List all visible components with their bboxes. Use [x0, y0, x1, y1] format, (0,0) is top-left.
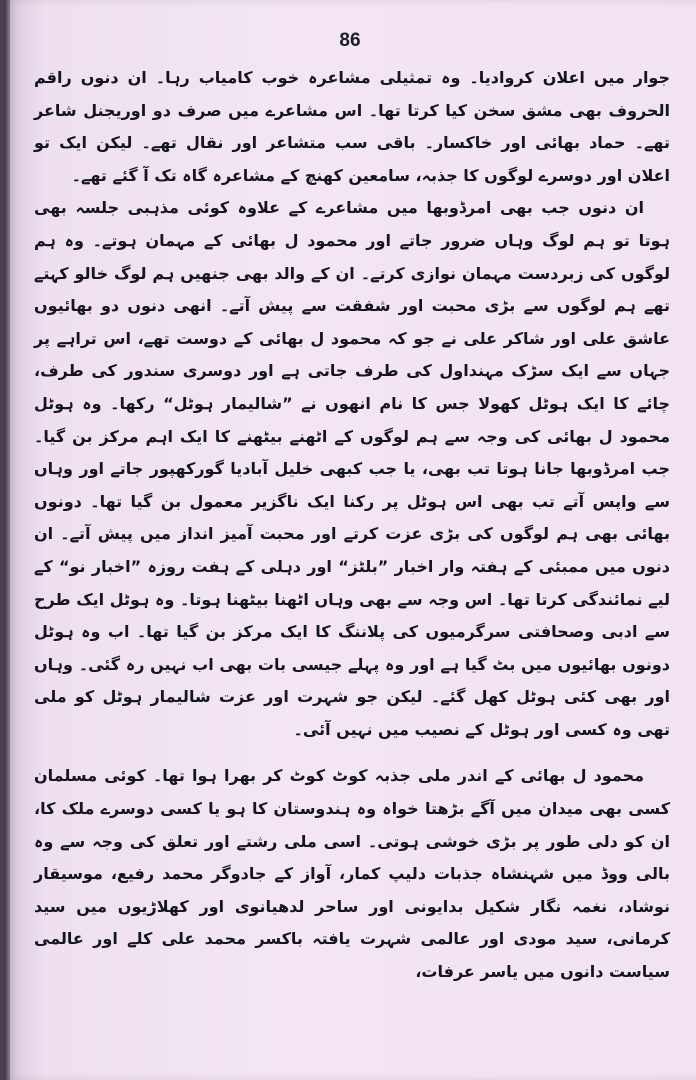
book-page [4, 0, 696, 1080]
page-number: 86 [339, 30, 361, 51]
book-spine [4, 0, 10, 1080]
paragraph-3: محمود ل بھائی کے اندر ملی جذبہ کوٹ کوٹ کر بھرا ہوا تھا۔ کوئی مسلمان کسی بھی میدان میں آگے بڑھتا خواہ وہ ہندوستان کا ہو یا کسی دوسرے ملک کا، ان کو دلی طور پر بڑی خوشی ہوتی۔ اسی ملی رشتے اور تعلق کی وجہ سے وہ بالی ووڈ میں شہنشاہ جذبات دلیپ کمار، آواز کے جادوگر محمد رفیع، موسیقار نوشاد، نغمہ نگار شکیل بدایونی اور ساحر لدھیانوی اور کھلاڑیوں میں سید کرمانی، سید مودی اور عالمی شہرت یافتہ باکسر محمد علی کلے اور عالمی سیاست دانوں میں یاسر عرفات، [34, 766, 670, 982]
body-text [34, 62, 670, 989]
paragraph-2: ان دنوں جب بھی امرڈوبھا میں مشاعرے کے علاوہ کوئی مذہبی جلسہ بھی ہوتا تو ہم لوگ وہاں ضرور جاتے اور محمود ل بھائی کے مہمان ہوتے۔ وہ ہم لوگوں کی زبردست مہمان نوازی کرتے۔ ان کے والد بھی جنھیں ہم لوگ خالو کہتے تھے ہم لوگوں سے بڑی محبت اور شفقت سے پیش آتے۔ انھی دنوں دو بھائیوں عاشق علی اور شاکر علی نے جو کہ محمود ل بھائی کے دوست تھے، اس تراہے پر جہاں سے ایک سڑک مہنداول کی طرف جاتی ہے اور دوسری سندور کی طرف، چائے کا ایک ہوٹل کھولا جس کا نام انھوں نے ”شالیمار ہوٹل“ رکھا۔ وہ ہوٹل محمود ل بھائی کی وجہ سے ہم لوگوں کے اٹھنے بیٹھنے کا ایک اہم مرکز بن گیا۔ جب امرڈوبھا جانا ہوتا تب بھی، یا جب کبھی خلیل آبادیا گورکھپور جاتے اور وہاں سے واپس آتے تب بھی اس ہوٹل پر رکنا ایک ناگزیر معمول بن گیا تھا۔ دونوں بھائی بھی ہم لوگوں کی بڑی عزت کرتے اور محبت آمیز انداز میں پیش آتے۔ ان دنوں میں ممبئی کے ہفتہ وار اخبار ”بلٹز“ اور دہلی کے ہفت روزہ ”اخبار نو“ کے لیے نمائندگی کرتا تھا۔ اس وجہ سے بھی وہاں اٹھنا بیٹھنا ہوتا۔ وہ ہوٹل ایک طرح سے ادبی وصحافتی سرگرمیوں کی پلاننگ کا ایک مرکز بن گیا تھا۔ اب وہ ہوٹل دونوں بھائیوں میں بٹ گیا ہے اور وہ پہلے جیسی بات بھی اب نہیں رہ گئی۔ وہاں اور بھی کئی ہوٹل کھل گئے۔ لیکن جو شہرت اور عزت شالیمار ہوٹل کو ملی تھی وہ کسی اور ہوٹل کے نصیب میں نہیں آئی۔ [34, 198, 670, 739]
paragraph-1: جوار میں اعلان کروادیا۔ وہ تمثیلی مشاعرہ خوب کامیاب رہا۔ ان دنوں راقم الحروف بھی مشق سخن کیا کرتا تھا۔ اس مشاعرے میں صرف دو اوریجنل شاعر تھے۔ حماد بھائی اور خاکسار۔ باقی سب متشاعر اور نقال تھے۔ لیکن ایک تو اعلان اور دوسرے لوگوں کا جذبہ، سامعین کھنچ کے مشاعرہ گاہ تک آ گئے تھے۔ [34, 68, 670, 185]
